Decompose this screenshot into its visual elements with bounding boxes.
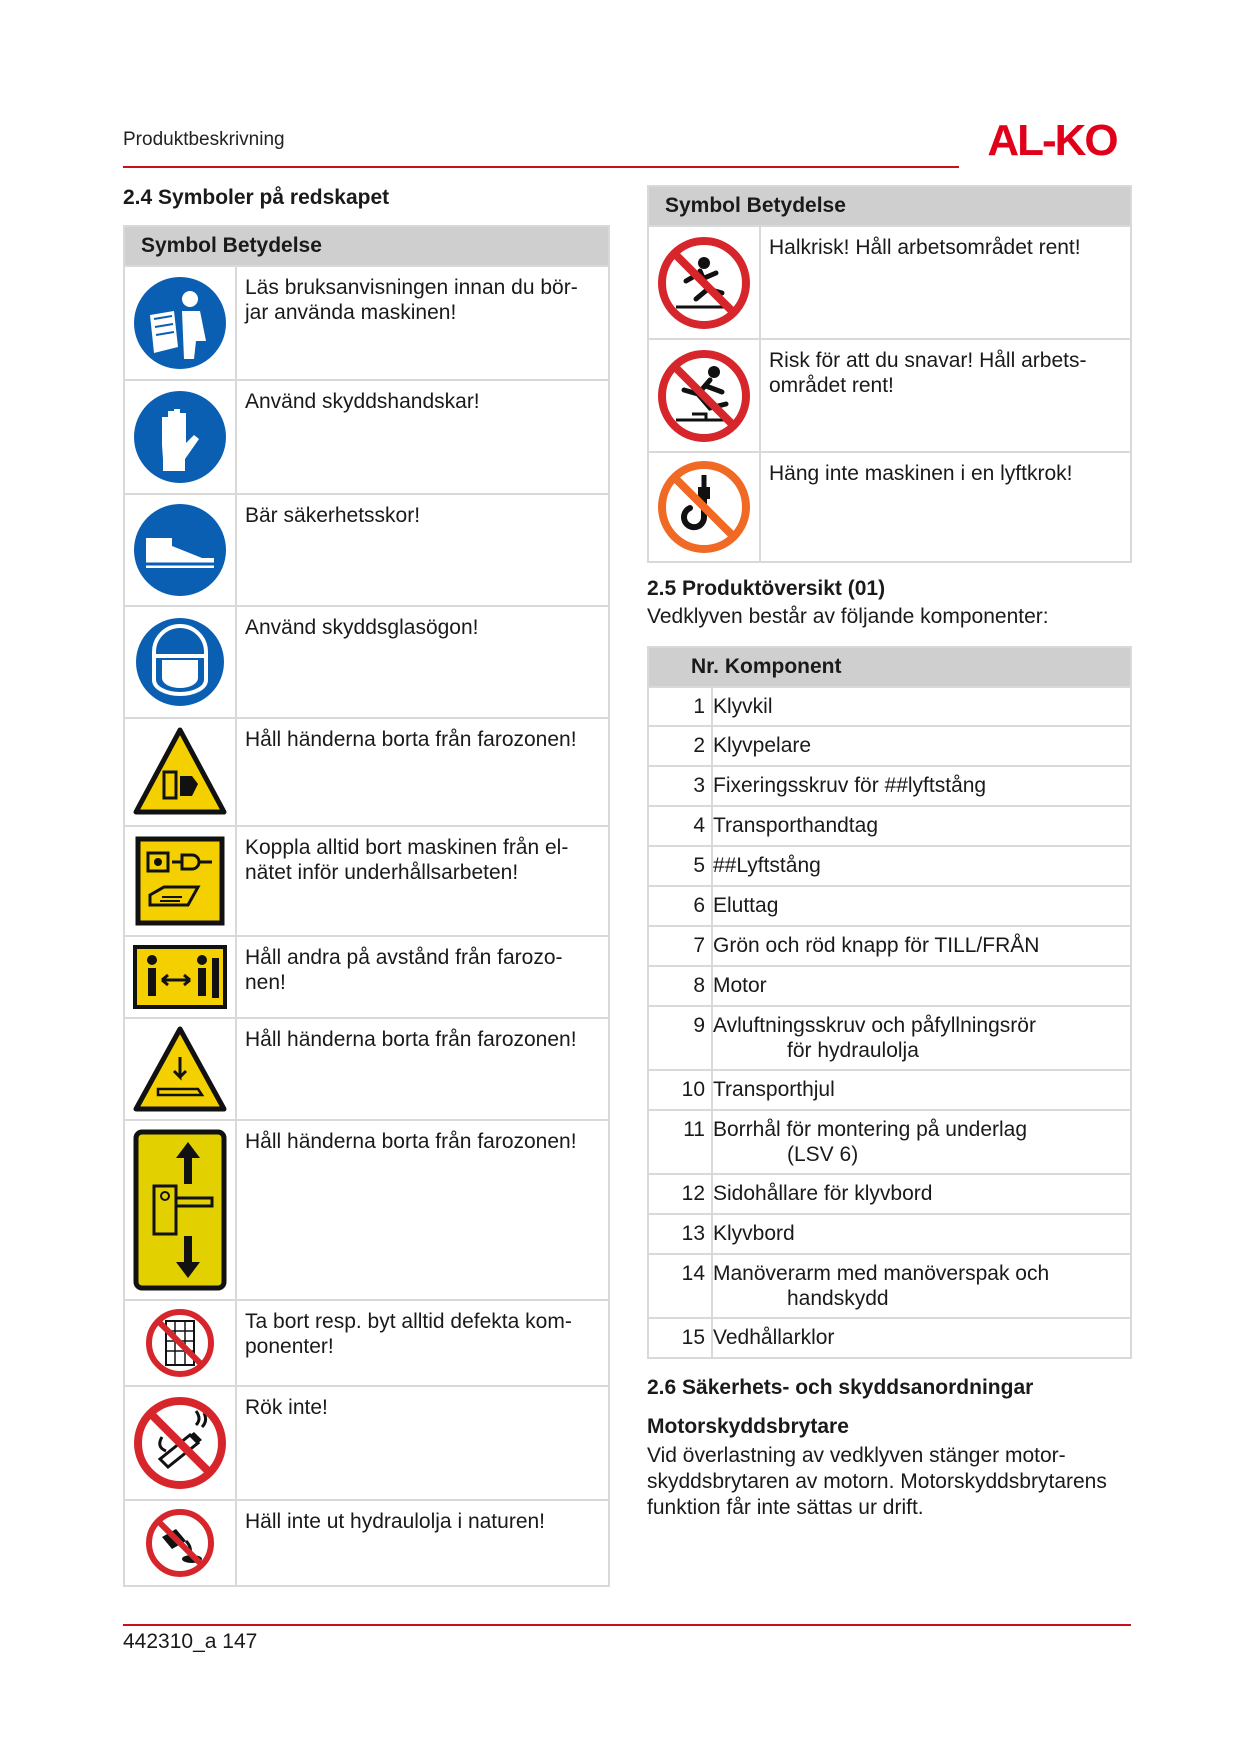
component-nr: 2	[648, 726, 712, 766]
component-name: ##Lyftstång	[712, 846, 1131, 886]
component-name: Manöverarm med manöverspak och	[713, 1262, 1050, 1285]
symbol-meaning: Häng inte maskinen i en lyftkrok!	[760, 452, 1131, 562]
symbol-meaning: Håll händerna borta från farozonen!	[236, 718, 609, 826]
section-title-safety: 2.6 Säkerhets- och skyddsanordningar	[647, 1376, 1034, 1399]
component-name: Klyvkil	[712, 687, 1131, 726]
symbol-meaning: Läs bruksanvisningen innan du bör-jar använda maskinen!	[236, 266, 609, 380]
component-name: Fixeringsskruv för ##lyftstång	[712, 766, 1131, 806]
component-nr: 12	[648, 1174, 712, 1214]
component-name: Transporthjul	[712, 1070, 1131, 1110]
component-name: Borrhål för montering på underlag	[713, 1118, 1028, 1141]
overview-intro: Vedklyven består av följande komponenter:	[647, 605, 1049, 628]
component-name: Sidohållare för klyvbord	[712, 1174, 1131, 1214]
symbol-meaning: Håll andra på avstånd från farozo-nen!	[236, 936, 609, 1018]
keep-distance-icon	[132, 944, 228, 1010]
read-manual-icon	[132, 275, 228, 371]
footer-rule	[123, 1624, 1131, 1626]
unplug-before-maintenance-icon	[132, 833, 228, 929]
component-name-cont: för hydraulolja	[787, 1039, 919, 1062]
symbol-meaning: Rök inte!	[236, 1386, 609, 1500]
symbol-meaning: Använd skyddsglasögon!	[236, 606, 609, 718]
no-slipping-icon	[656, 235, 752, 331]
component-nr: 10	[648, 1070, 712, 1110]
component-name: Grön och röd knapp för TILL/FRÅN	[712, 926, 1131, 966]
component-name: Avluftningsskruv och påfyllningsrör	[713, 1014, 1036, 1037]
face-shield-icon	[132, 614, 228, 710]
component-name-cont: handskydd	[787, 1287, 889, 1310]
no-crane-hook-icon	[656, 459, 752, 555]
component-nr: 11	[648, 1110, 712, 1174]
symbol-meaning: Häll inte ut hydraulolja i naturen!	[236, 1500, 609, 1586]
section-title-overview: 2.5 Produktöversikt (01)	[647, 577, 886, 600]
symbol-meaning: Håll händerna borta från farozonen!	[236, 1018, 609, 1120]
header-rule	[123, 166, 959, 168]
component-name: Motor	[712, 966, 1131, 1006]
component-nr: 14	[648, 1254, 712, 1318]
component-nr: 9	[648, 1006, 712, 1070]
component-nr: 4	[648, 806, 712, 846]
doc-page-number: 442310_a 147	[123, 1630, 258, 1653]
symbol-meaning: Ta bort resp. byt alltid defekta kom-ponenter!	[236, 1300, 609, 1386]
no-smoking-icon	[132, 1395, 228, 1491]
component-name-cont: (LSV 6)	[787, 1143, 859, 1166]
gloves-icon	[132, 389, 228, 485]
component-name: Transporthandtag	[712, 806, 1131, 846]
symbol-meaning: Bär säkerhetsskor!	[236, 494, 609, 606]
replace-defective-icon	[144, 1307, 216, 1379]
no-oil-dumping-icon	[144, 1507, 216, 1579]
hand-crush-warning-icon	[132, 724, 228, 820]
no-tripping-icon	[656, 348, 752, 444]
section-title-symbols: 2.4 Symboler på redskapet	[123, 186, 390, 209]
symbol-meaning: Halkrisk! Håll arbetsområdet rent!	[760, 226, 1131, 339]
table-header: Nr. Komponent	[648, 647, 1131, 687]
component-nr: 6	[648, 886, 712, 926]
symbols-table-right	[647, 185, 1132, 563]
table-header: Symbol Betydelse	[648, 186, 1131, 226]
table-header: Symbol Betydelse	[124, 226, 609, 266]
component-nr: 1	[648, 687, 712, 726]
symbols-table	[123, 225, 610, 1587]
symbol-meaning: Håll händerna borta från farozonen!	[236, 1120, 609, 1300]
component-name: Klyvbord	[712, 1214, 1131, 1254]
component-name: Vedhållarklor	[712, 1318, 1131, 1358]
component-name: Eluttag	[712, 886, 1131, 926]
component-nr: 13	[648, 1214, 712, 1254]
symbol-meaning: Använd skyddshandskar!	[236, 380, 609, 494]
lever-direction-icon	[132, 1128, 228, 1292]
hand-cut-warning-icon	[132, 1023, 228, 1115]
component-nr: 8	[648, 966, 712, 1006]
safety-text: Vid överlastning av vedklyven stänger motor-skyddsbrytaren av motorn. Motorskyddsbrytarens funktion får inte sättas ur drift.	[647, 1444, 1107, 1519]
component-name: Klyvpelare	[712, 726, 1131, 766]
svg-text:AL-KO: AL-KO	[987, 118, 1117, 160]
safety-subtitle: Motorskyddsbrytare	[647, 1415, 849, 1438]
section-label: Produktbeskrivning	[123, 129, 285, 150]
component-nr: 3	[648, 766, 712, 806]
safety-shoes-icon	[132, 502, 228, 598]
components-table	[647, 646, 1132, 1359]
component-nr: 15	[648, 1318, 712, 1358]
symbol-meaning: Koppla alltid bort maskinen från el-nätet inför underhållsarbeten!	[236, 826, 609, 936]
component-nr: 7	[648, 926, 712, 966]
alko-logo	[972, 118, 1132, 160]
component-nr: 5	[648, 846, 712, 886]
symbol-meaning: Risk för att du snavar! Håll arbets-området rent!	[760, 339, 1131, 452]
